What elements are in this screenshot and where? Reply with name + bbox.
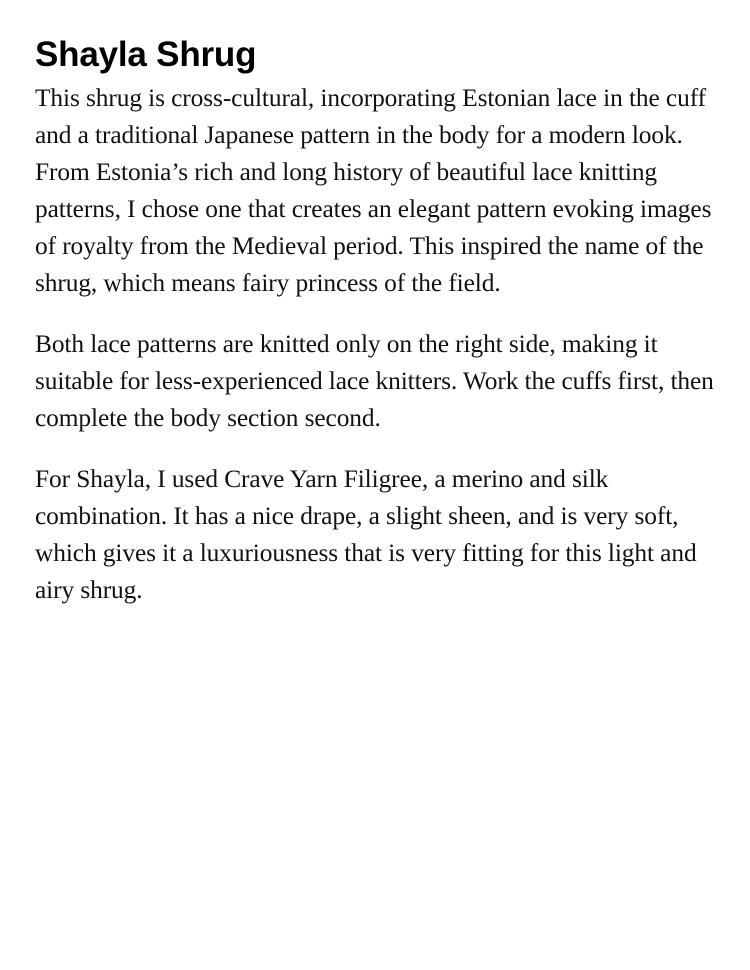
page-title: Shayla Shrug bbox=[35, 35, 257, 74]
intro-paragraph: This shrug is cross-cultural, incorporating Estonian lace in the cuff and a traditional Japanese pattern in the body for a modern look. From Estonia’s rich and long history of beautiful lace knitting patterns, I chose one that creates an elegant pattern evoking images of royalty from the Medieval period. This inspired the name of the shrug, which means fairy princess of the field. bbox=[35, 84, 712, 297]
document-page bbox=[35, 30, 725, 633]
lace-patterns-paragraph: Both lace patterns are knitted only on the right side, making it suitable for less-experienced lace knitters. Work the cuffs first, then complete the body section second. bbox=[35, 330, 714, 432]
yarn-paragraph: For Shayla, I used Crave Yarn Filigree, a merino and silk combination. It has a nice drape, a slight sheen, and is very soft, which gives it a luxuriousness that is very fitting for this light and airy shrug. bbox=[35, 465, 697, 604]
